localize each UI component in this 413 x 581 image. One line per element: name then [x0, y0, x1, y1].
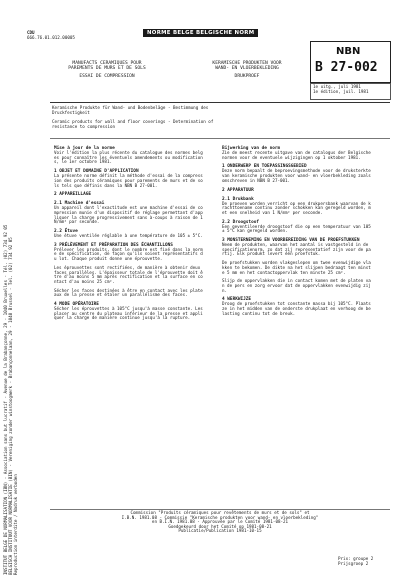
spacer — [222, 316, 372, 320]
title-en — [52, 120, 213, 129]
section-paragraph: Deze norm bepaalt de beproevingsmethode voor de druksterkte van keramische produkten voor wand- en vloerbekleding zoals omschreven in NBN B 27-001. — [222, 168, 371, 183]
section-heading: 2.2 Étuve — [54, 229, 78, 235]
footer-l1: Commission "Produits céramiques pour revêtements de murs et de sols" et — [130, 510, 310, 515]
section-paragraph: Zie de meest recente uitgave van de catalogus der Belgische normen voor de eventuele wijzigingen op 1 oktober 1981. — [222, 150, 371, 160]
nbn-logo-box — [310, 41, 391, 83]
section-heading: 2.1 Drukbank — [222, 196, 254, 202]
cdu-code: 666.76.01.012.00005 — [27, 35, 75, 40]
price-fr: Prix: groupe 2 — [338, 556, 374, 561]
section-paragraph: Prélever les produits, dont le nombre est fixé dans la norme de spécification, de façon qu'ils soient représentatifs du lot. Chaque produit donne une éprouvette. — [54, 246, 203, 262]
side-text-line-3: Reproduction interdite / Nadruk verboden — [13, 474, 18, 575]
title-de-l1: Keramische Produkte für Wand- und Bodenbeläge - Bestimmung des — [52, 105, 209, 110]
ref-line-2: 1e édition, juil. 1981 — [313, 89, 369, 94]
header-divider — [50, 102, 390, 103]
side-text-line-2: BELGISCH INSTITUUT VOOR NORMALISATIE (BIN) - Vereniging zonder winstoogmerk - Brabançonnelaan, 29 - 1040 Brussel - Tel. (02) 734 92 05 — [8, 237, 13, 575]
footer-l4: Goedgekeurd door het Comité op 1981-08-21 — [168, 523, 272, 529]
footer-l3: en B.I.N. 1981.08 - Approuvée par le Comité 1981-08-21 — [151, 519, 289, 525]
footer-l2: I.B.N. 1981.08 - Commissie "Keramische produkten voor wand- en vloerbekleding" — [121, 514, 319, 520]
side-text-line-1: INSTITUT BELGE DE NORMALISATION (IBN) - Association sans but lucratif - Avenue de la Brabançonne, 29 - 1040 Bruxelles - Tél. (02) 734 92 05 — [3, 224, 8, 575]
section-paragraph: De proefstukken worden vlakgeslepen om twee evenwijdige vlakken te bekomen. De dikte na het slijpen bedraagt ten minste 5 mm en het contactoppervlak ten minste 25 cm². — [222, 260, 371, 275]
section-paragraph: Voir l'édition la plus récente du catalogue des normes belges pour connaître les éventuels amendements ou modifications, le 1er octobre 1981. — [54, 150, 203, 165]
title-en-l2: resistance to compression — [52, 123, 116, 129]
section-heading: 1 ONDERWERP EN TOEPASSINGSGEBIED — [222, 164, 307, 170]
section-paragraph: Les éprouvettes sont rectifiées, de manière à obtenir deux faces parallèles. L'épaisseur totale de l'éprouvette doit être d'au moins 5 mm après rectification et la surface en contact d'au moins 25 cm². — [54, 264, 203, 284]
section-paragraph: Sécher les faces destinées à être en contact avec les plateaux de la presse et étaler un parallélisme des faces. — [54, 287, 203, 298]
section-heading: 3 PRÉLÈVEMENT ET PRÉPARATION DES ÉCHANTILLONS — [54, 242, 173, 248]
title-de — [52, 106, 208, 115]
spacer — [54, 321, 204, 325]
section-paragraph: Slijp de oppervlakken die in contact komen met de platen van de pers en zorg ervoor dat de oppervlakken evenwijdig zijn. — [222, 278, 371, 293]
section-heading: 3 MONSTERNEMING EN VOORBEREIDING VAN DE PROEFSTUKKEN — [222, 238, 360, 244]
title-fr — [52, 61, 162, 79]
footer-l5: Publicatie/Publication 1981-10-15 — [178, 528, 262, 534]
section-heading: 4 WERKWIJZE — [222, 297, 252, 303]
nbn-code: B 27-002 — [315, 60, 378, 75]
title-fr-l2: PAREMENTS DE MURS ET DE SOLS — [68, 66, 146, 71]
column-nl — [222, 146, 372, 320]
section-heading: 4 MODE OPÉRATOIRE — [54, 302, 99, 308]
price-nl: Prijsgroep 2 — [338, 560, 369, 566]
section-paragraph: Sécher les éprouvettes à 105°C jusqu'à masse constante. Les placer au centre du plateau inférieur de la presse et appliquer la charge de manière continue jusqu'à la rupture. — [54, 306, 203, 321]
title-nl-l2: WAND- EN VLOERBEKLEDING — [215, 66, 279, 71]
section-paragraph: Neem de produkten, waarvan het aantal is vastgesteld in de specificatienorm, zo dat zij representatief zijn voor de partij. Elk produkt levert één proefstuk. — [222, 242, 371, 257]
title-nl — [192, 61, 302, 79]
title-en-l1: Ceramic products for wall and floor coverings - Determination of — [52, 119, 214, 124]
side-text-block — [0, 0, 22, 581]
body-divider — [50, 138, 390, 139]
section-heading: 1 OBJET ET DOMAINE D'APPLICATION — [54, 169, 139, 175]
section-heading: 2 APPARATUUR — [222, 187, 254, 193]
norm-banner: NORME BELGE BELGISCHE NORM — [143, 29, 258, 37]
title-nl-l1: KERAMISCHE PRODUKTEN VOOR — [212, 61, 282, 66]
footer-block — [80, 511, 360, 534]
title-fr-l1: MANUFACTS CERAMIQUES POUR — [72, 61, 142, 66]
column-fr — [54, 146, 204, 325]
price-group — [338, 557, 373, 566]
section-paragraph: La présente norme définit la méthode d'essai de la compression des produits céramiques pour parements de murs et de sols tels que définis dans la NBN B 27-001. — [54, 173, 203, 188]
section-paragraph: Droog de proefstukken tot constante massa bij 105°C. Plaats ze in het midden van de onderste drukplaat en verhoog de belasting continu tot de breuk. — [222, 301, 371, 316]
title-fr-l3: ESSAI DE COMPRESSION — [79, 74, 135, 79]
section-heading: Mise à jour de la norme — [54, 146, 115, 151]
section-heading: Bijwerking van de norm — [222, 146, 281, 151]
section-paragraph: Une étuve ventilée réglable à une température de 105 ± 5°C. — [54, 233, 203, 239]
ref-box — [310, 83, 391, 100]
section-heading: 2.1 Machine d'essai — [54, 201, 105, 207]
title-de-l2: Druckfestigkeit — [52, 109, 90, 115]
section-paragraph: De proeven worden verricht op een drukpersbank waarvan de krachttoename continu zonder schokken kan geregeld worden, met een snelheid van 1 N/mm² per seconde. — [222, 200, 371, 215]
section-heading: 2 APPAREILLAGE — [54, 192, 92, 198]
section-paragraph: Een geventileerde droogstoof die op een temperatuur van 105 ± 5°C kan geregeld worden. — [222, 223, 371, 234]
section-heading: 2.2 Droogstoof — [222, 219, 260, 225]
title-nl-l3: DRUKPROEF — [234, 74, 260, 79]
nbn-brand: NBN — [336, 46, 361, 57]
section-paragraph: Un appareil dont l'exactitude est une machine d'essai de compression munie d'un dispositif de réglage permettant d'appliquer la charge progressivement sans à-coups à raison de 1 N/mm² par seconde. — [54, 205, 203, 225]
ref-line-1: 1e uitg., juli 1981 — [313, 84, 361, 89]
cdu-label: CDU — [27, 30, 35, 35]
